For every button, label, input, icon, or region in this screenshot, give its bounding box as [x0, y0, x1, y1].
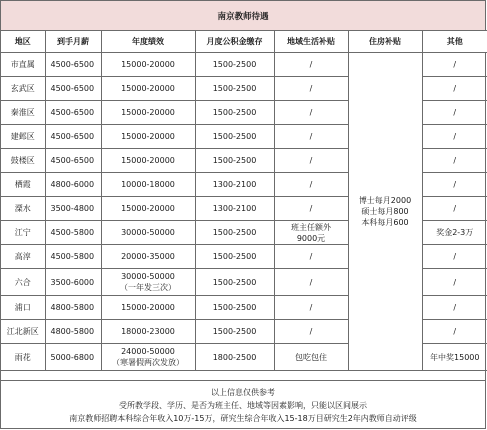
- salary-cell: 3500-4800: [45, 197, 101, 221]
- living-cell: /: [274, 245, 348, 269]
- living-cell: /: [274, 53, 348, 77]
- region-cell: 栖霞: [1, 173, 45, 197]
- header-row: [1, 31, 487, 53]
- salary-cell: 5000-6800: [45, 344, 101, 371]
- bonus-cell: 20000-35000: [101, 245, 195, 269]
- bonus-cell: 15000-20000: [101, 149, 195, 173]
- fund-cell: 1500-2500: [195, 296, 274, 320]
- salary-table: [1, 30, 487, 371]
- other-cell: /: [422, 245, 487, 269]
- other-cell: /: [422, 296, 487, 320]
- salary-cell: 4500-6500: [45, 125, 101, 149]
- bonus-cell: 10000-18000: [101, 173, 195, 197]
- header-other: 其他: [422, 31, 487, 53]
- header-living: 地域生活补贴: [274, 31, 348, 53]
- living-cell: /: [274, 77, 348, 101]
- other-cell: /: [422, 320, 487, 344]
- fund-cell: 1500-2500: [195, 101, 274, 125]
- header-fund: 月度公积金缴存: [195, 31, 274, 53]
- fund-cell: 1500-2500: [195, 320, 274, 344]
- living-cell: /: [274, 101, 348, 125]
- fund-cell: 1500-2500: [195, 77, 274, 101]
- footer-line-3: 南京教师招聘本科综合年收入10万-15万，研究生综合年收入15-18万目研究生2年内教师自动评级: [69, 413, 417, 423]
- header-bonus: 年度绩效: [101, 31, 195, 53]
- other-cell: /: [422, 77, 487, 101]
- housing-cell: 博士每月2000 硕士每月800 本科每月600: [348, 53, 422, 371]
- fund-cell: 1800-2500: [195, 344, 274, 371]
- other-cell: 年中奖15000: [422, 344, 487, 371]
- sheet-title: 南京教师待遇: [1, 1, 485, 31]
- living-cell: /: [274, 125, 348, 149]
- header-region: 地区: [1, 31, 45, 53]
- salary-cell: 3500-6000: [45, 269, 101, 296]
- region-cell: 鼓楼区: [1, 149, 45, 173]
- salary-cell: 4500-6500: [45, 53, 101, 77]
- salary-cell: 4500-5800: [45, 245, 101, 269]
- salary-cell: 4800-6000: [45, 173, 101, 197]
- salary-cell: 4500-6500: [45, 77, 101, 101]
- bonus-cell: 30000-50000: [101, 221, 195, 245]
- region-cell: 玄武区: [1, 77, 45, 101]
- bonus-cell: 15000-20000: [101, 197, 195, 221]
- living-cell: /: [274, 269, 348, 296]
- region-cell: 溧水: [1, 197, 45, 221]
- salary-cell: 4800-5800: [45, 296, 101, 320]
- salary-cell: 4800-5800: [45, 320, 101, 344]
- bonus-cell: 15000-20000: [101, 125, 195, 149]
- other-cell: /: [422, 125, 487, 149]
- salary-cell: 4500-6500: [45, 149, 101, 173]
- living-cell: /: [274, 197, 348, 221]
- region-cell: 雨花: [1, 344, 45, 371]
- salary-cell: 4500-6500: [45, 101, 101, 125]
- other-cell: 奖金2-3万: [422, 221, 487, 245]
- fund-cell: 1500-2500: [195, 245, 274, 269]
- fund-cell: 1300-2100: [195, 197, 274, 221]
- other-cell: /: [422, 173, 487, 197]
- region-cell: 秦淮区: [1, 101, 45, 125]
- table-row: [1, 53, 487, 77]
- fund-cell: 1500-2500: [195, 221, 274, 245]
- region-cell: 江宁: [1, 221, 45, 245]
- fund-cell: 1500-2500: [195, 269, 274, 296]
- footer-line-1: 以上信息仅供参考: [211, 387, 275, 397]
- living-cell: 班主任额外 9000元: [274, 221, 348, 245]
- living-cell: /: [274, 320, 348, 344]
- bonus-cell: 30000-50000 （一年发三次）: [101, 269, 195, 296]
- bonus-cell: 15000-20000: [101, 77, 195, 101]
- bonus-cell: 15000-20000: [101, 296, 195, 320]
- living-cell: 包吃包住: [274, 344, 348, 371]
- region-cell: 市直属: [1, 53, 45, 77]
- other-cell: /: [422, 197, 487, 221]
- living-cell: /: [274, 173, 348, 197]
- living-cell: /: [274, 296, 348, 320]
- fund-cell: 1300-2100: [195, 173, 274, 197]
- fund-cell: 1500-2500: [195, 53, 274, 77]
- fund-cell: 1500-2500: [195, 149, 274, 173]
- other-cell: /: [422, 101, 487, 125]
- footer-line-2: 受所教学段、学历、是否为班主任、地域等因素影响，只能以区间展示: [119, 400, 367, 410]
- header-salary: 到手月薪: [45, 31, 101, 53]
- region-cell: 建邺区: [1, 125, 45, 149]
- other-cell: /: [422, 269, 487, 296]
- footer-notes: [1, 380, 485, 429]
- bonus-cell: 24000-50000 （寒暑假两次发放）: [101, 344, 195, 371]
- other-cell: /: [422, 149, 487, 173]
- region-cell: 六合: [1, 269, 45, 296]
- salary-cell: 4500-5800: [45, 221, 101, 245]
- fund-cell: 1500-2500: [195, 125, 274, 149]
- living-cell: /: [274, 149, 348, 173]
- region-cell: 江北新区: [1, 320, 45, 344]
- header-housing: 住房补贴: [348, 31, 422, 53]
- table-body: [1, 53, 487, 371]
- bonus-cell: 18000-23000: [101, 320, 195, 344]
- bonus-cell: 15000-20000: [101, 53, 195, 77]
- region-cell: 浦口: [1, 296, 45, 320]
- other-cell: /: [422, 53, 487, 77]
- bonus-cell: 15000-20000: [101, 101, 195, 125]
- region-cell: 高淳: [1, 245, 45, 269]
